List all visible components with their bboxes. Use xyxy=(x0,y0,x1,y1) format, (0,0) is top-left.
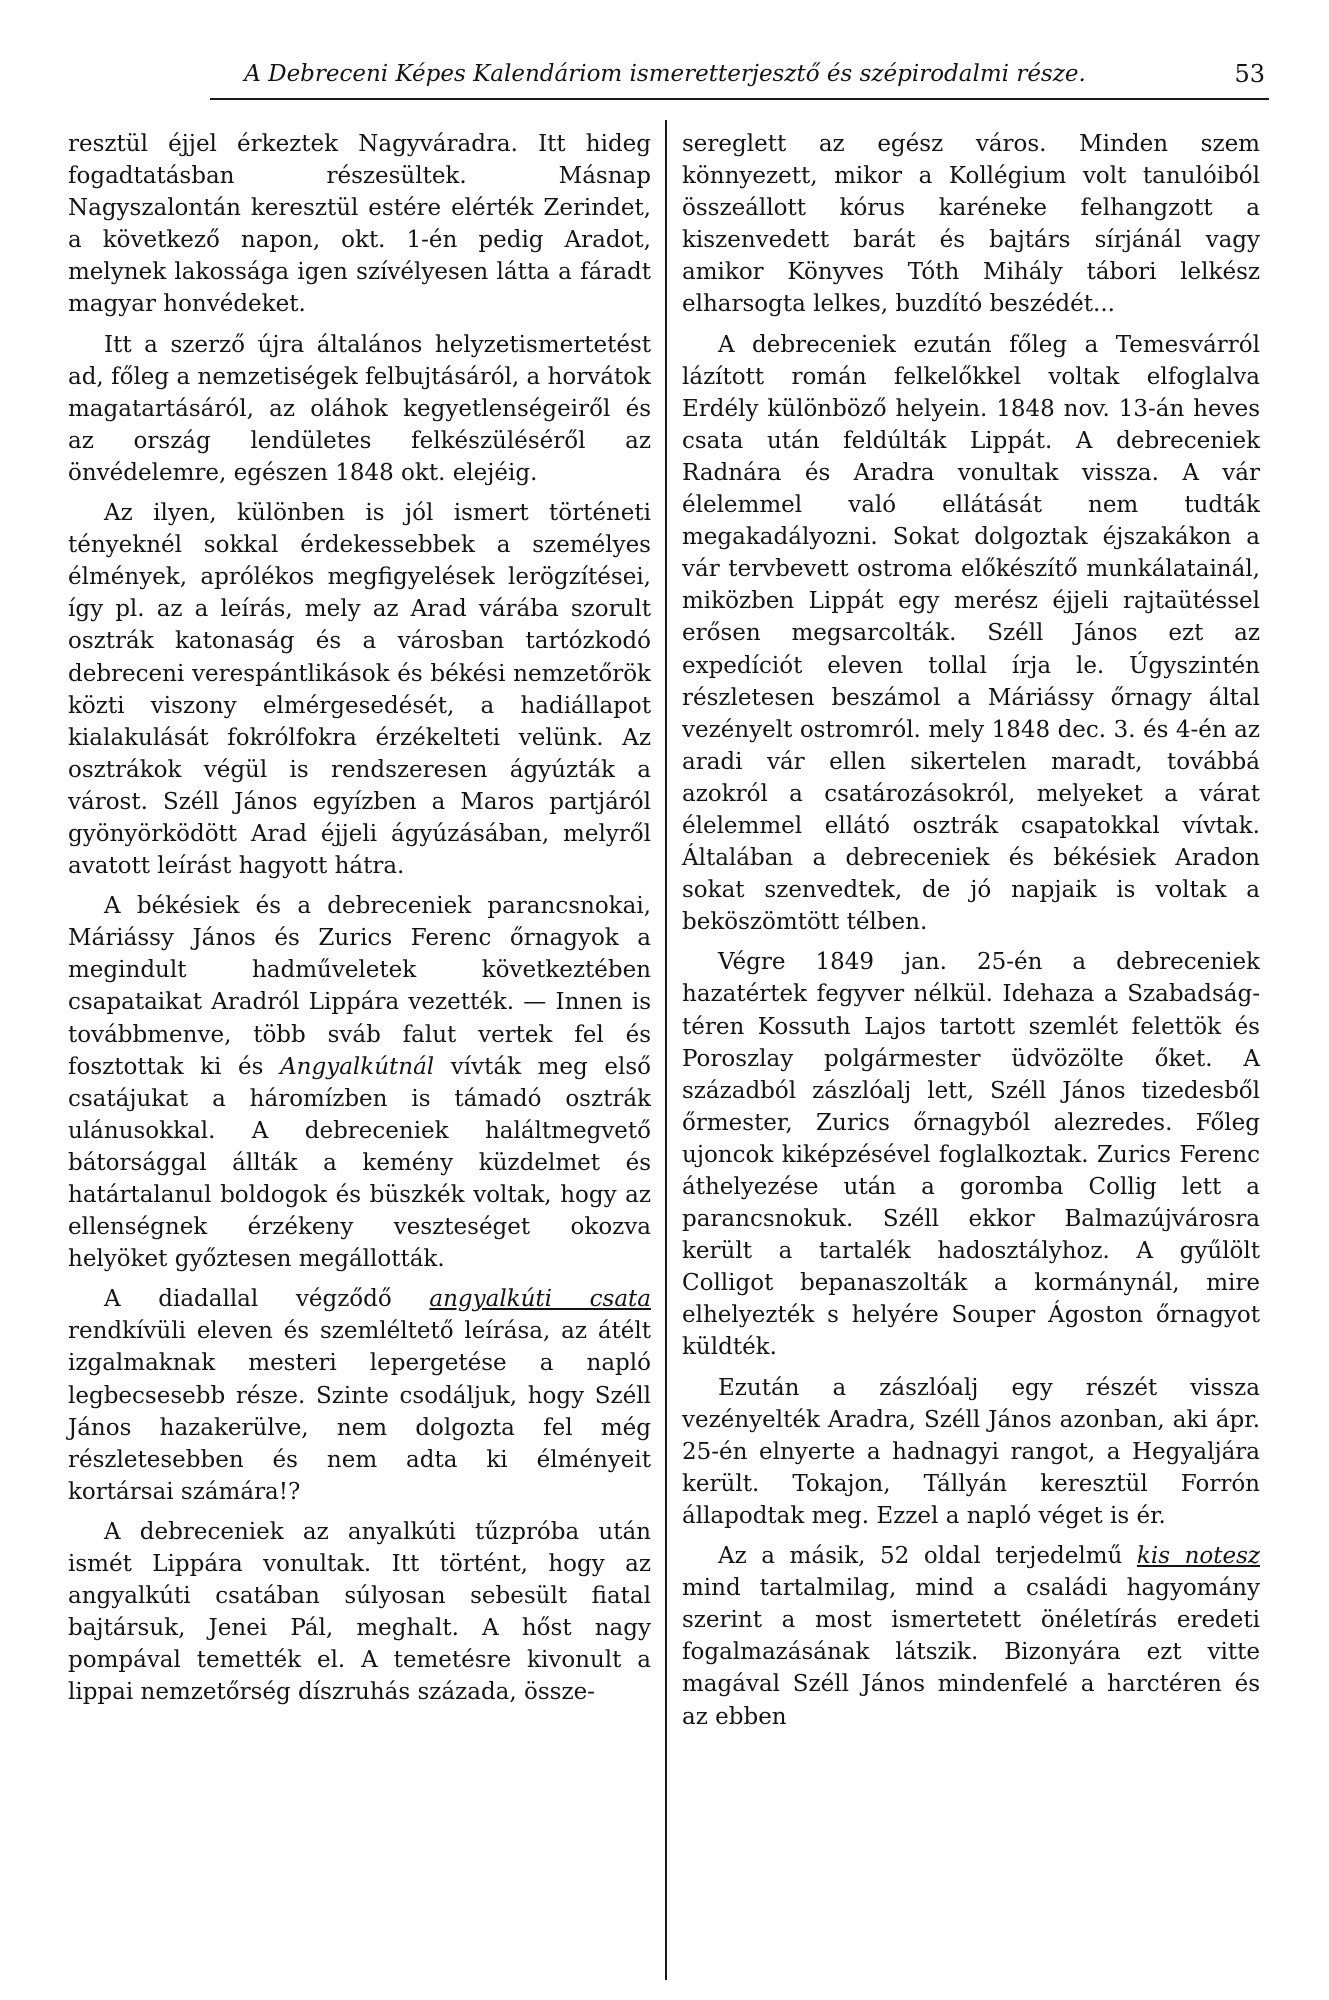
paragraph xyxy=(68,1283,651,1508)
text-run: Az a másik, 52 oldal terjedelmű xyxy=(718,1543,1137,1570)
text-run: mind tartalmilag, mind a családi hagyomány szerint a most ismertetett önéletírás eredeti fogalmazásának látszik. Bizonyára ezt vitte magával Széll János mindenfelé a harctéren és az ebben xyxy=(682,1575,1260,1730)
paragraph: A debreceniek ezután főleg a Temesvárról lázított román felkelőkkel voltak elfoglalva Erdély különböző helyein. 1848 nov. 13-án heves csata után feldúlták Lippát. A debreceniek Radnára és Aradra vonultak vissza. A vár élelemmel való ellátását nem tudták megakadályozni. Sokat dolgoztak éjszakákon a vár tervbevett ostroma előkészítő munkálatainál, miközben Lippát egy merész éjjeli rajtaütéssel erősen megsarcolták. Széll János ezt az expedíciót eleven tollal írja le. Úgyszintén részletesen beszámol a Máriássy őrnagy által vezényelt ostromról. mely 1848 dec. 3. és 4-én az aradi vár ellen sikertelen maradt, továbbá azokról a csatározásokról, melyeket a várat élelemmel ellátó osztrák csapatokkal vívtak. Általában a debreceniek és békésiek Aradon sokat szenvedtek, de jó napjaik is voltak a beköszömtött télben. xyxy=(682,331,1260,936)
italic-battle-name: angyalkúti csata xyxy=(429,1286,651,1313)
paragraph: Végre 1849 jan. 25-én a debreceniek hazatértek fegyver nélkül. Idehaza a Szabadság-téren Kossuth Lajos tartott szemlét felettök és Poroszlay polgármester üdvözölte őket. A századból zászlóalj lett, Széll János tizedesből őrmester, Zurics őrnagyból alezredes. Főleg ujoncok kiképzésével foglalkoztak. Zurics Ferenc áthelyezése után a goromba Collig lett a parancsnokuk. Széll ekkor Balmazújvárosra került a tartalék hadosztályhoz. A gyűlölt Colligot bepanaszolták a kormánynál, mire elhelyezték s helyére Souper Ágoston őrnagyot küldték. xyxy=(682,949,1260,1361)
right-column xyxy=(682,128,1260,1741)
paragraph: resztül éjjel érkeztek Nagyváradra. Itt hideg fogadtatásban részesültek. Másnap Nagyszalontán keresztül estére elérték Zerindet, a következő napon, okt. 1-én pedig Aradot, melynek lakossága igen szívélyesen látta a fáradt magyar honvédeket. xyxy=(68,131,651,318)
text-run: A diadallal végződő xyxy=(104,1286,430,1313)
paragraph: Itt a szerző újra általános helyzetismertetést ad, főleg a nemzetiségek felbujtásáról, a horvátok magatartásáról, az oláhok kegyetlenségeiről és az ország lendületes felkészüléséről az önvédelemre, egészen 1848 okt. elejéig. xyxy=(68,331,651,486)
running-header xyxy=(0,58,1329,98)
paragraph: A debreceniek az anyalkúti tűzpróba után ismét Lippára vonultak. Itt történt, hogy az angyalkúti csatában súlyosan sebesült fiatal bajtársuk, Jenei Pál, meghalt. A hőst nagy pompával temették el. A temetésre kivonult a lippai nemzetőrség díszruhás százada, össze- xyxy=(68,1518,651,1706)
column-divider xyxy=(665,120,667,1980)
header-rule xyxy=(210,98,1269,100)
paragraph: Az ilyen, különben is jól ismert történeti tényeknél sokkal érdekessebbek a személyes élmények, aprólékos megfigyelések lerögzítései, így pl. az a leírás, mely az Arad várába szorult osztrák katonaság és a városban tartózkodó debreceni verespántlikások és békési nemzetőrök közti viszony elmérgesedését, a hadiállapot kialakulását fokrólfokra érzékelteti velünk. Az osztrákok végül is rendszeresen ágyúzták a várost. Széll János egyízben a Maros partjáról gyönyörködött Arad éjjeli ágyúzásában, melyről avatott leírást hagyott hátra. xyxy=(68,500,651,880)
running-header-title: A Debreceni Képes Kalendáriom ismeretterjesztő és szépirodalmi része. xyxy=(244,61,1086,87)
italic-place-name: Angyalkútnál xyxy=(280,1053,435,1080)
italic-notebook-title: kis notesz xyxy=(1136,1543,1260,1570)
text-run: vívták meg első csatájukat a háromízben is támadó osztrák ulánusokkal. A debreceniek haláltmegvető bátorsággal állták a kemény küzdelmet és határtalanul boldogok és büszkék voltak, hogy az ellenségnek érzékeny veszteséget okozva helyöket győztesen megállották. xyxy=(68,1053,651,1273)
paragraph: Ezután a zászlóalj egy részét vissza vezényelték Aradra, Széll János azonban, aki ápr. 25-én elnyerte a hadnagyi rangot, a Hegyaljára került. Tokajon, Tállyán keresztül Forrón állapodtak meg. Ezzel a napló véget is ér. xyxy=(682,1374,1260,1529)
paragraph xyxy=(68,890,651,1275)
text-run: rendkívüli eleven és szemléltető leírása, az átélt izgalmaknak mesteri lepergetése a napló legbecsesebb része. Szinte csodáljuk, hogy Széll János hazakerülve, nem dolgozta fel még részletesebben és nem adta ki élményeit kortársai számára!? xyxy=(68,1318,651,1505)
page-number: 53 xyxy=(1234,60,1265,88)
left-column xyxy=(68,128,651,1717)
text-run: A békésiek és a debreceniek parancsnokai, Máriássy János és Zurics Ferenc őrnagyok a megindult hadműveletek következtében csapataikat Aradról Lippára vezették. — Innen is továbbmenve, több sváb falut vertek fel és fosztottak ki és xyxy=(68,893,651,1080)
paragraph xyxy=(682,1540,1260,1733)
paragraph: sereglett az egész város. Minden szem könnyezett, mikor a Kollégium volt tanulóiból összeállott kórus karéneke felhangzott a kiszenvedett barát és bajtárs sírjánál vagy amikor Könyves Tóth Mihály tábori lelkész elharsogta lelkes, buzdító beszédét... xyxy=(682,131,1260,318)
